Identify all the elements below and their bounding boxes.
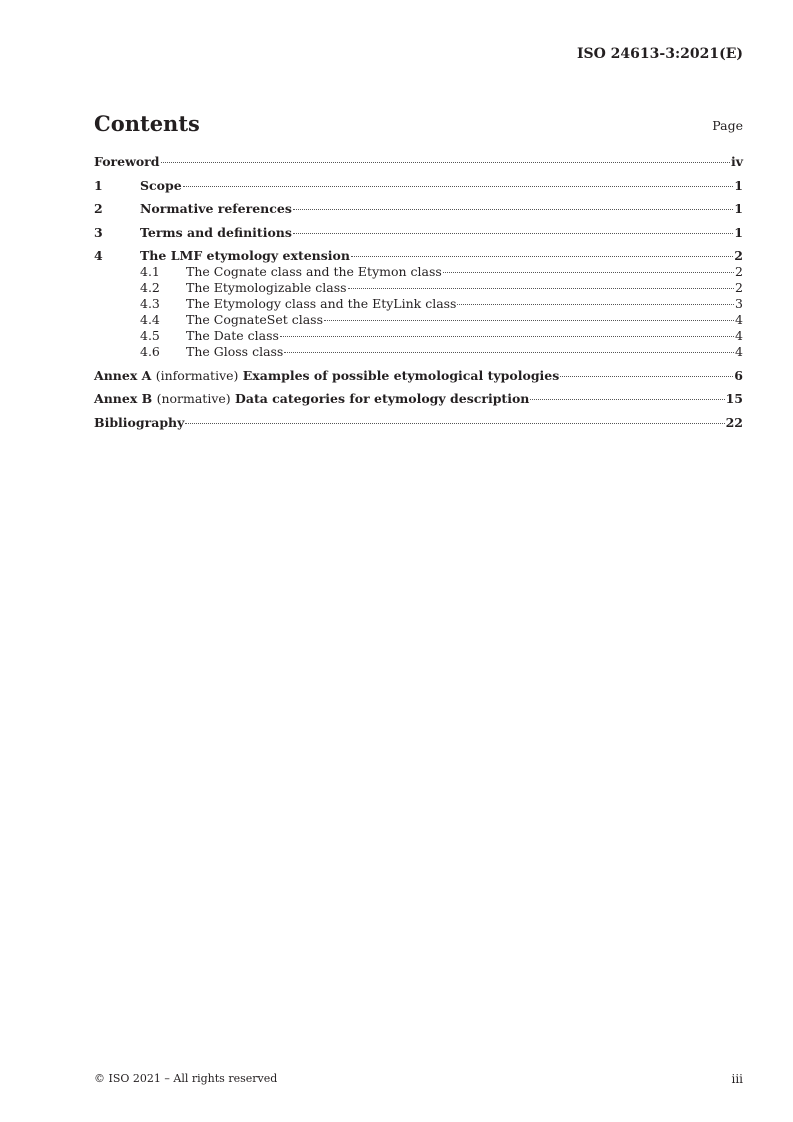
- toc-entry-annex-a[interactable]: [94, 368, 743, 384]
- toc-page-number: 1: [734, 224, 743, 240]
- toc-entry-section-4-4[interactable]: [94, 312, 743, 328]
- toc-section-number: 2: [94, 201, 103, 216]
- annex-label: Annex B: [94, 391, 153, 406]
- toc-entry-title: Foreword: [94, 154, 160, 169]
- toc-entry-foreword[interactable]: [94, 154, 743, 170]
- toc-section-number: 4.3: [140, 296, 160, 311]
- toc-page-number: 6: [734, 367, 743, 383]
- toc-section-number: 4: [94, 248, 103, 263]
- toc-entry-section-2[interactable]: [94, 201, 743, 217]
- toc-entry-title: The Etymology class and the EtyLink class: [186, 296, 457, 311]
- dot-leader: [351, 256, 733, 257]
- toc-entry-section-4-6[interactable]: [94, 344, 743, 360]
- annex-title: Data categories for etymology description: [235, 391, 530, 406]
- toc-entry-title: Bibliography: [94, 414, 185, 430]
- toc-page-number: 15: [725, 391, 743, 406]
- document-id: ISO 24613-3:2021(E): [576, 46, 743, 62]
- annex-type: (normative): [156, 391, 231, 406]
- dot-leader: [293, 233, 733, 234]
- toc-page-number: 4: [735, 328, 743, 343]
- dot-leader: [560, 376, 733, 377]
- toc-entry-title: [94, 368, 559, 384]
- annex-title: Examples of possible etymological typologies: [242, 367, 560, 383]
- toc-entry-title: The Gloss class: [186, 344, 284, 359]
- toc-entry-section-4-2[interactable]: [94, 280, 743, 296]
- toc-page-number: 2: [735, 280, 743, 295]
- page-number: iii: [731, 1072, 743, 1086]
- annex-label: Annex A: [94, 367, 152, 383]
- toc-section-number: 4.1: [140, 264, 160, 279]
- toc-entry-title: The Date class: [186, 328, 279, 343]
- dot-leader: [185, 423, 724, 424]
- toc-entry-section-3[interactable]: [94, 225, 743, 241]
- toc-page-number: 3: [735, 296, 743, 311]
- toc-entry-section-4-1[interactable]: [94, 264, 743, 280]
- toc-entry-title: The Cognate class and the Etymon class: [186, 264, 442, 279]
- page-column-label: Page: [712, 118, 743, 133]
- toc-entry-bibliography[interactable]: [94, 415, 743, 431]
- table-of-contents: [94, 154, 743, 431]
- toc-entry-section-1[interactable]: [94, 178, 743, 194]
- copyright-notice: © ISO 2021 – All rights reserved: [94, 1072, 278, 1085]
- toc-entry-title: Scope: [140, 177, 182, 193]
- dot-leader: [293, 209, 733, 210]
- toc-entry-title: Normative references: [140, 201, 292, 216]
- dot-leader: [443, 272, 734, 273]
- dot-leader: [457, 304, 734, 305]
- toc-page-number: 4: [735, 312, 743, 327]
- toc-entry-section-4[interactable]: [94, 248, 743, 264]
- toc-entry-annex-b[interactable]: [94, 391, 743, 407]
- dot-leader: [284, 352, 734, 353]
- toc-page-number: 1: [734, 177, 743, 193]
- toc-page-number: 2: [735, 264, 743, 279]
- toc-section-number: 3: [94, 224, 103, 240]
- toc-entry-title: [94, 391, 529, 407]
- toc-section-number: 4.2: [140, 280, 160, 295]
- contents-heading: Contents: [94, 111, 200, 136]
- toc-entry-title: The CognateSet class: [186, 312, 324, 327]
- toc-page-number: 1: [734, 201, 743, 216]
- toc-page-number: 4: [735, 344, 743, 359]
- toc-page-number: iv: [730, 154, 743, 169]
- toc-section-number: 1: [94, 177, 103, 193]
- dot-leader: [183, 186, 734, 187]
- toc-page-number: 22: [725, 414, 743, 430]
- annex-type: (informative): [155, 367, 239, 383]
- dot-leader: [161, 162, 730, 163]
- dot-leader: [324, 320, 734, 321]
- toc-entry-section-4-5[interactable]: [94, 328, 743, 344]
- toc-page-number: 2: [734, 248, 743, 263]
- toc-section-number: 4.5: [140, 328, 160, 343]
- dot-leader: [280, 336, 734, 337]
- toc-entry-title: Terms and definitions: [140, 224, 292, 240]
- toc-entry-title: The LMF etymology extension: [140, 248, 350, 263]
- toc-section-number: 4.6: [140, 344, 160, 359]
- toc-entry-section-4-3[interactable]: [94, 296, 743, 312]
- dot-leader: [348, 288, 734, 289]
- toc-entry-title: The Etymologizable class: [186, 280, 347, 295]
- dot-leader: [530, 399, 724, 400]
- toc-section-number: 4.4: [140, 312, 160, 327]
